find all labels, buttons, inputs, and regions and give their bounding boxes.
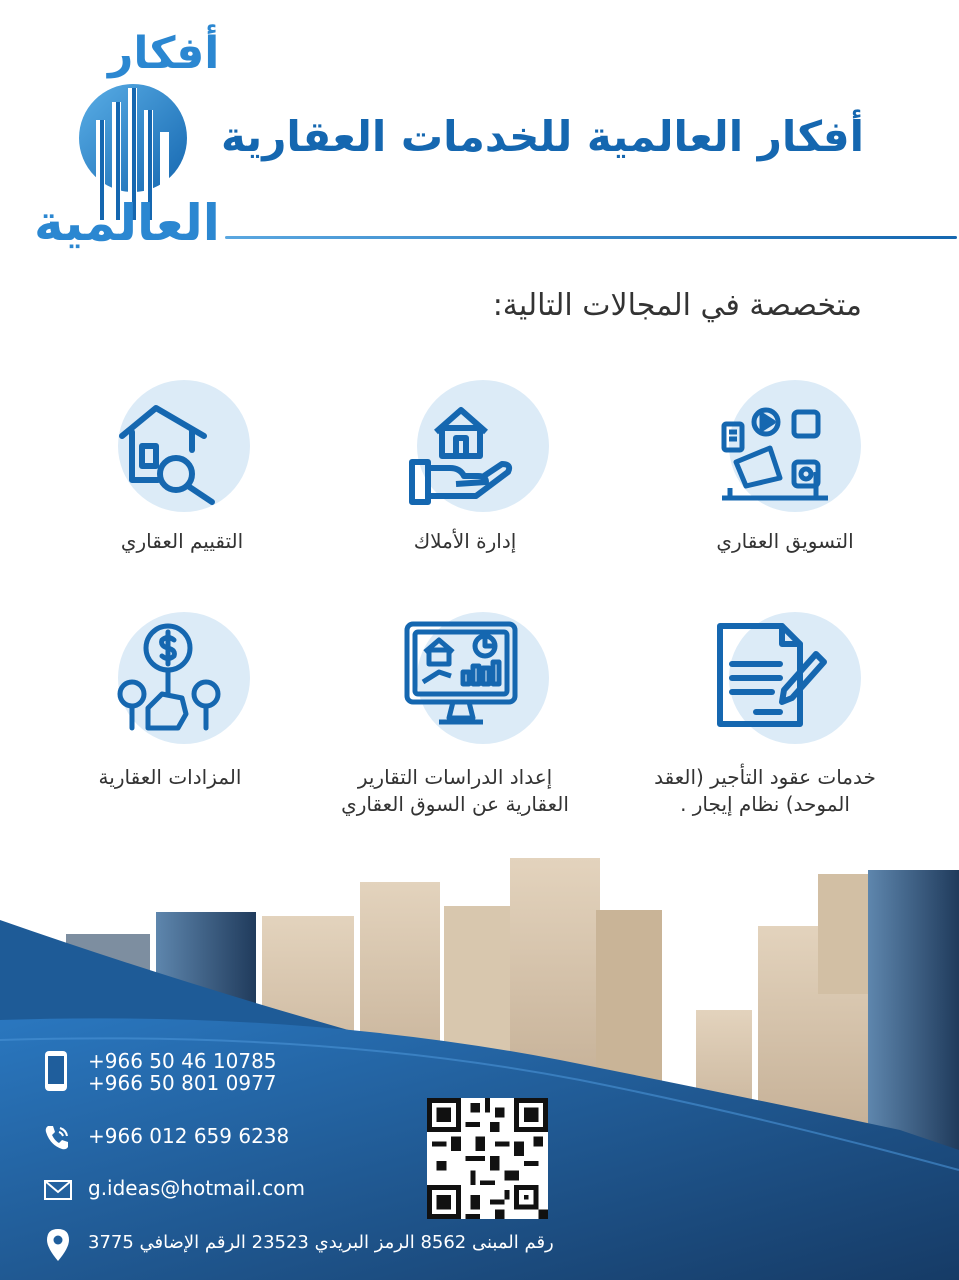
email-icon (44, 1180, 72, 1200)
location-pin-icon (46, 1228, 70, 1262)
service-label: التسويق العقاري (716, 529, 854, 553)
service-label: إدارة الأملاك (413, 529, 517, 553)
qr-code-image (427, 1098, 548, 1219)
auction-dollar-icon (112, 618, 232, 738)
service-label: المزادات العقارية (98, 765, 242, 789)
hand-house-icon (406, 402, 526, 522)
mobile-phone-icon (44, 1050, 68, 1092)
contract-pen-icon (712, 620, 832, 740)
logo-word-top: أفكار (108, 28, 220, 79)
header-divider (225, 236, 957, 239)
address: رقم المبنى 8562 الرمز البريدي 23523 الرقم الإضافي 3775 (88, 1232, 554, 1253)
service-label: إعداد الدراسات التقارير العقارية عن السوق العقاري (341, 765, 569, 816)
phone-icon (42, 1122, 72, 1152)
house-magnifier-icon (112, 398, 232, 518)
mobile-number-2: +966 50 801 0977 (88, 1071, 277, 1095)
service-label: التقييم العقاري (120, 529, 244, 553)
intro-text: متخصصة في المجالات التالية: (492, 288, 862, 323)
email-address: g.ideas@hotmail.com (88, 1176, 305, 1200)
logo-word-bottom: العالمية (34, 194, 220, 252)
phone-number: +966 012 659 6238 (88, 1124, 290, 1148)
company-name: أفكار العالمية للخدمات العقارية (220, 112, 864, 161)
service-label: خدمات عقود التأجير (العقد الموحد) نظام إيجار . (654, 765, 876, 816)
mobile-number-1: +966 50 46 10785 (88, 1049, 277, 1073)
megaphone-social-icon (718, 402, 838, 522)
company-logo (30, 28, 240, 258)
monitor-report-icon (403, 618, 523, 738)
